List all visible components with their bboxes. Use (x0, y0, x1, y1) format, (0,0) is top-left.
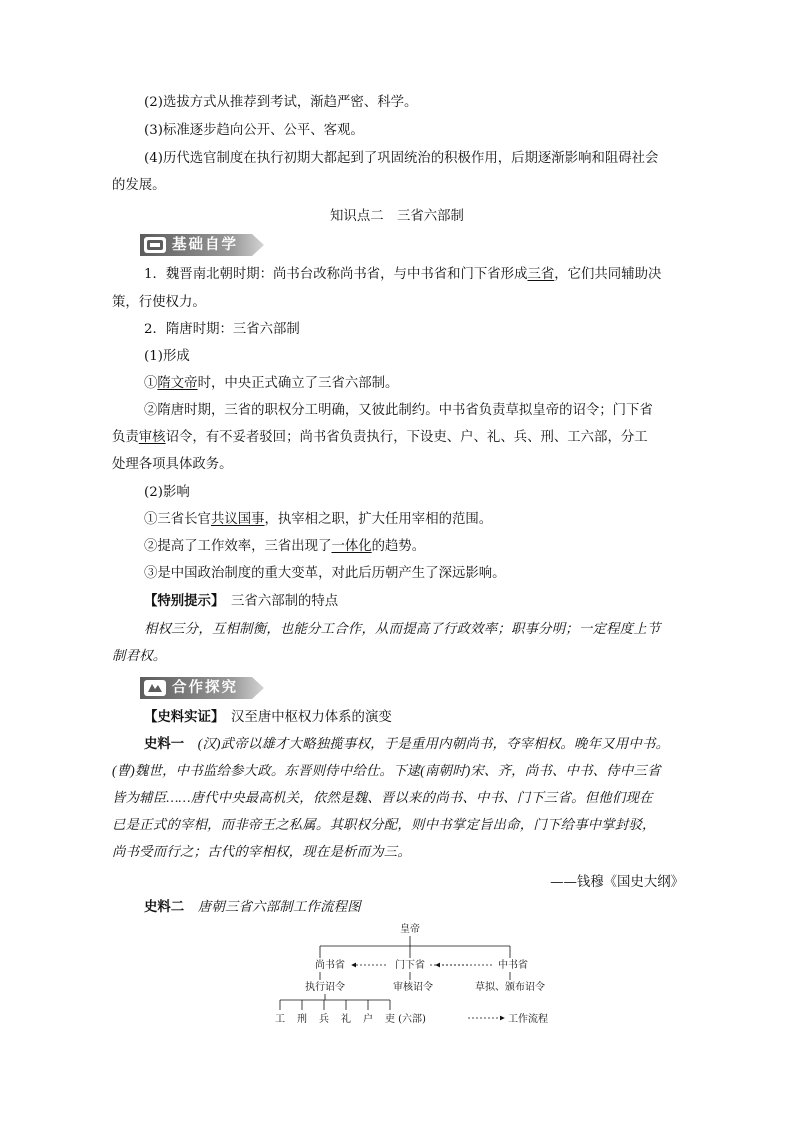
banner-label: 合作探究 (172, 680, 238, 696)
ministry-xing: 刑 (297, 1014, 307, 1025)
text-line: 负责审核诏令，有不妥者驳回；尚书省负责执行，下设吏、户、礼、兵、刑、工六部，分工 (112, 430, 648, 445)
text-line: (曹)魏世，中书监给参大政。东晋则侍中给仕。下逮(南朝时)宋、齐，尚书、中书、侍中三省 (112, 763, 661, 778)
text-line: ①隋文帝时，中央正式确立了三省六部制。 (144, 376, 399, 391)
banner-basic-self-study (140, 234, 264, 256)
banner-cooperative-inquiry (140, 677, 264, 699)
text-line: (2)选拔方式从推荐到考试，渐趋严密、科学。 (144, 95, 418, 110)
banner-label: 基础自学 (172, 237, 238, 253)
text-line: ②提高了工作效率，三省出现了一体化的趋势。 (144, 539, 426, 554)
text-line: (3)标准逐步趋向公开、公平、客观。 (144, 123, 364, 138)
text-line: (4)历代选官制度在执行初期大都起到了巩固统治的积极作用，后期逐渐影响和阻碍社会 (144, 151, 659, 166)
node-menxia: 门下省 (395, 960, 425, 971)
text-line: 制君权。 (112, 648, 167, 663)
text-line: 皆为辅臣……唐代中央最高机关，依然是魏、晋以来的尚书、中书、门下三省。但他们现在 (112, 790, 653, 805)
evidence-heading: 【史料实证】 汉至唐中枢权力体系的演变 (144, 709, 392, 725)
text-line: ③是中国政治制度的重大变革，对此后历朝产生了深远影响。 (144, 566, 506, 581)
text-line: 已是正式的宰相，而非帝王之私属。其职权分配，则中书掌定旨出命，门下给事中掌封驳， (112, 817, 656, 832)
node-shangshu: 尚书省 (315, 960, 345, 971)
ministry-li2: 吏 (385, 1014, 395, 1025)
node-zhongshu: 中书省 (498, 960, 528, 971)
six-ministries-label: (六部) (398, 1014, 426, 1025)
text-line: (2)影响 (144, 485, 190, 500)
ministry-li: 礼 (341, 1014, 351, 1025)
label-review: 审核诏令 (393, 982, 433, 993)
source-one-line: 史料一 (汉)武帝以雄才大略独揽事权，于是重用内朝尚书，夺宰相权。晚年又用中书。 (144, 736, 670, 752)
text-line: 策，行使权力。 (112, 295, 206, 310)
ministry-hu: 户 (363, 1014, 373, 1025)
text-line: 1．魏晋南北朝时期：尚书台改称尚书省，与中书省和门下省形成三省，它们共同辅助决 (144, 267, 662, 282)
label-exec: 执行诏令 (305, 982, 345, 993)
workflow-diagram (270, 918, 560, 1030)
node-emperor: 皇帝 (400, 924, 420, 935)
ministry-bing: 兵 (319, 1014, 329, 1025)
text-line: 尚书受而行之；古代的宰相权，现在是析而为三。 (112, 844, 411, 859)
label-draft: 草拟、颁布诏令 (475, 982, 545, 993)
text-line: (1)形成 (144, 349, 190, 364)
source-two-line: 史料二 唐朝三省六部制工作流程图 (144, 899, 361, 915)
citation: ——钱穆《国史大纲》 (550, 875, 684, 890)
special-tip-heading: 【特别提示】 三省六部制的特点 (144, 593, 339, 609)
section-title: 知识点二 三省六部制 (330, 209, 464, 224)
text-line: 相权三分，互相制衡，也能分工合作，从而提高了行政效率；职事分明；一定程度上节 (144, 621, 661, 636)
text-line: 的发展。 (112, 178, 166, 193)
text-line: ②隋唐时期，三省的职权分工明确，又彼此制约。中书省负责草拟皇帝的诏令；门下省 (144, 403, 653, 418)
text-line: 2．隋唐时期：三省六部制 (144, 322, 300, 337)
text-line: 处理各项具体政务。 (112, 457, 233, 472)
ministry-gong: 工 (275, 1014, 285, 1025)
text-line: ①三省长官共议国事，执宰相之职，扩大任用宰相的范围。 (144, 512, 493, 527)
legend-workflow: 工作流程 (508, 1014, 548, 1025)
